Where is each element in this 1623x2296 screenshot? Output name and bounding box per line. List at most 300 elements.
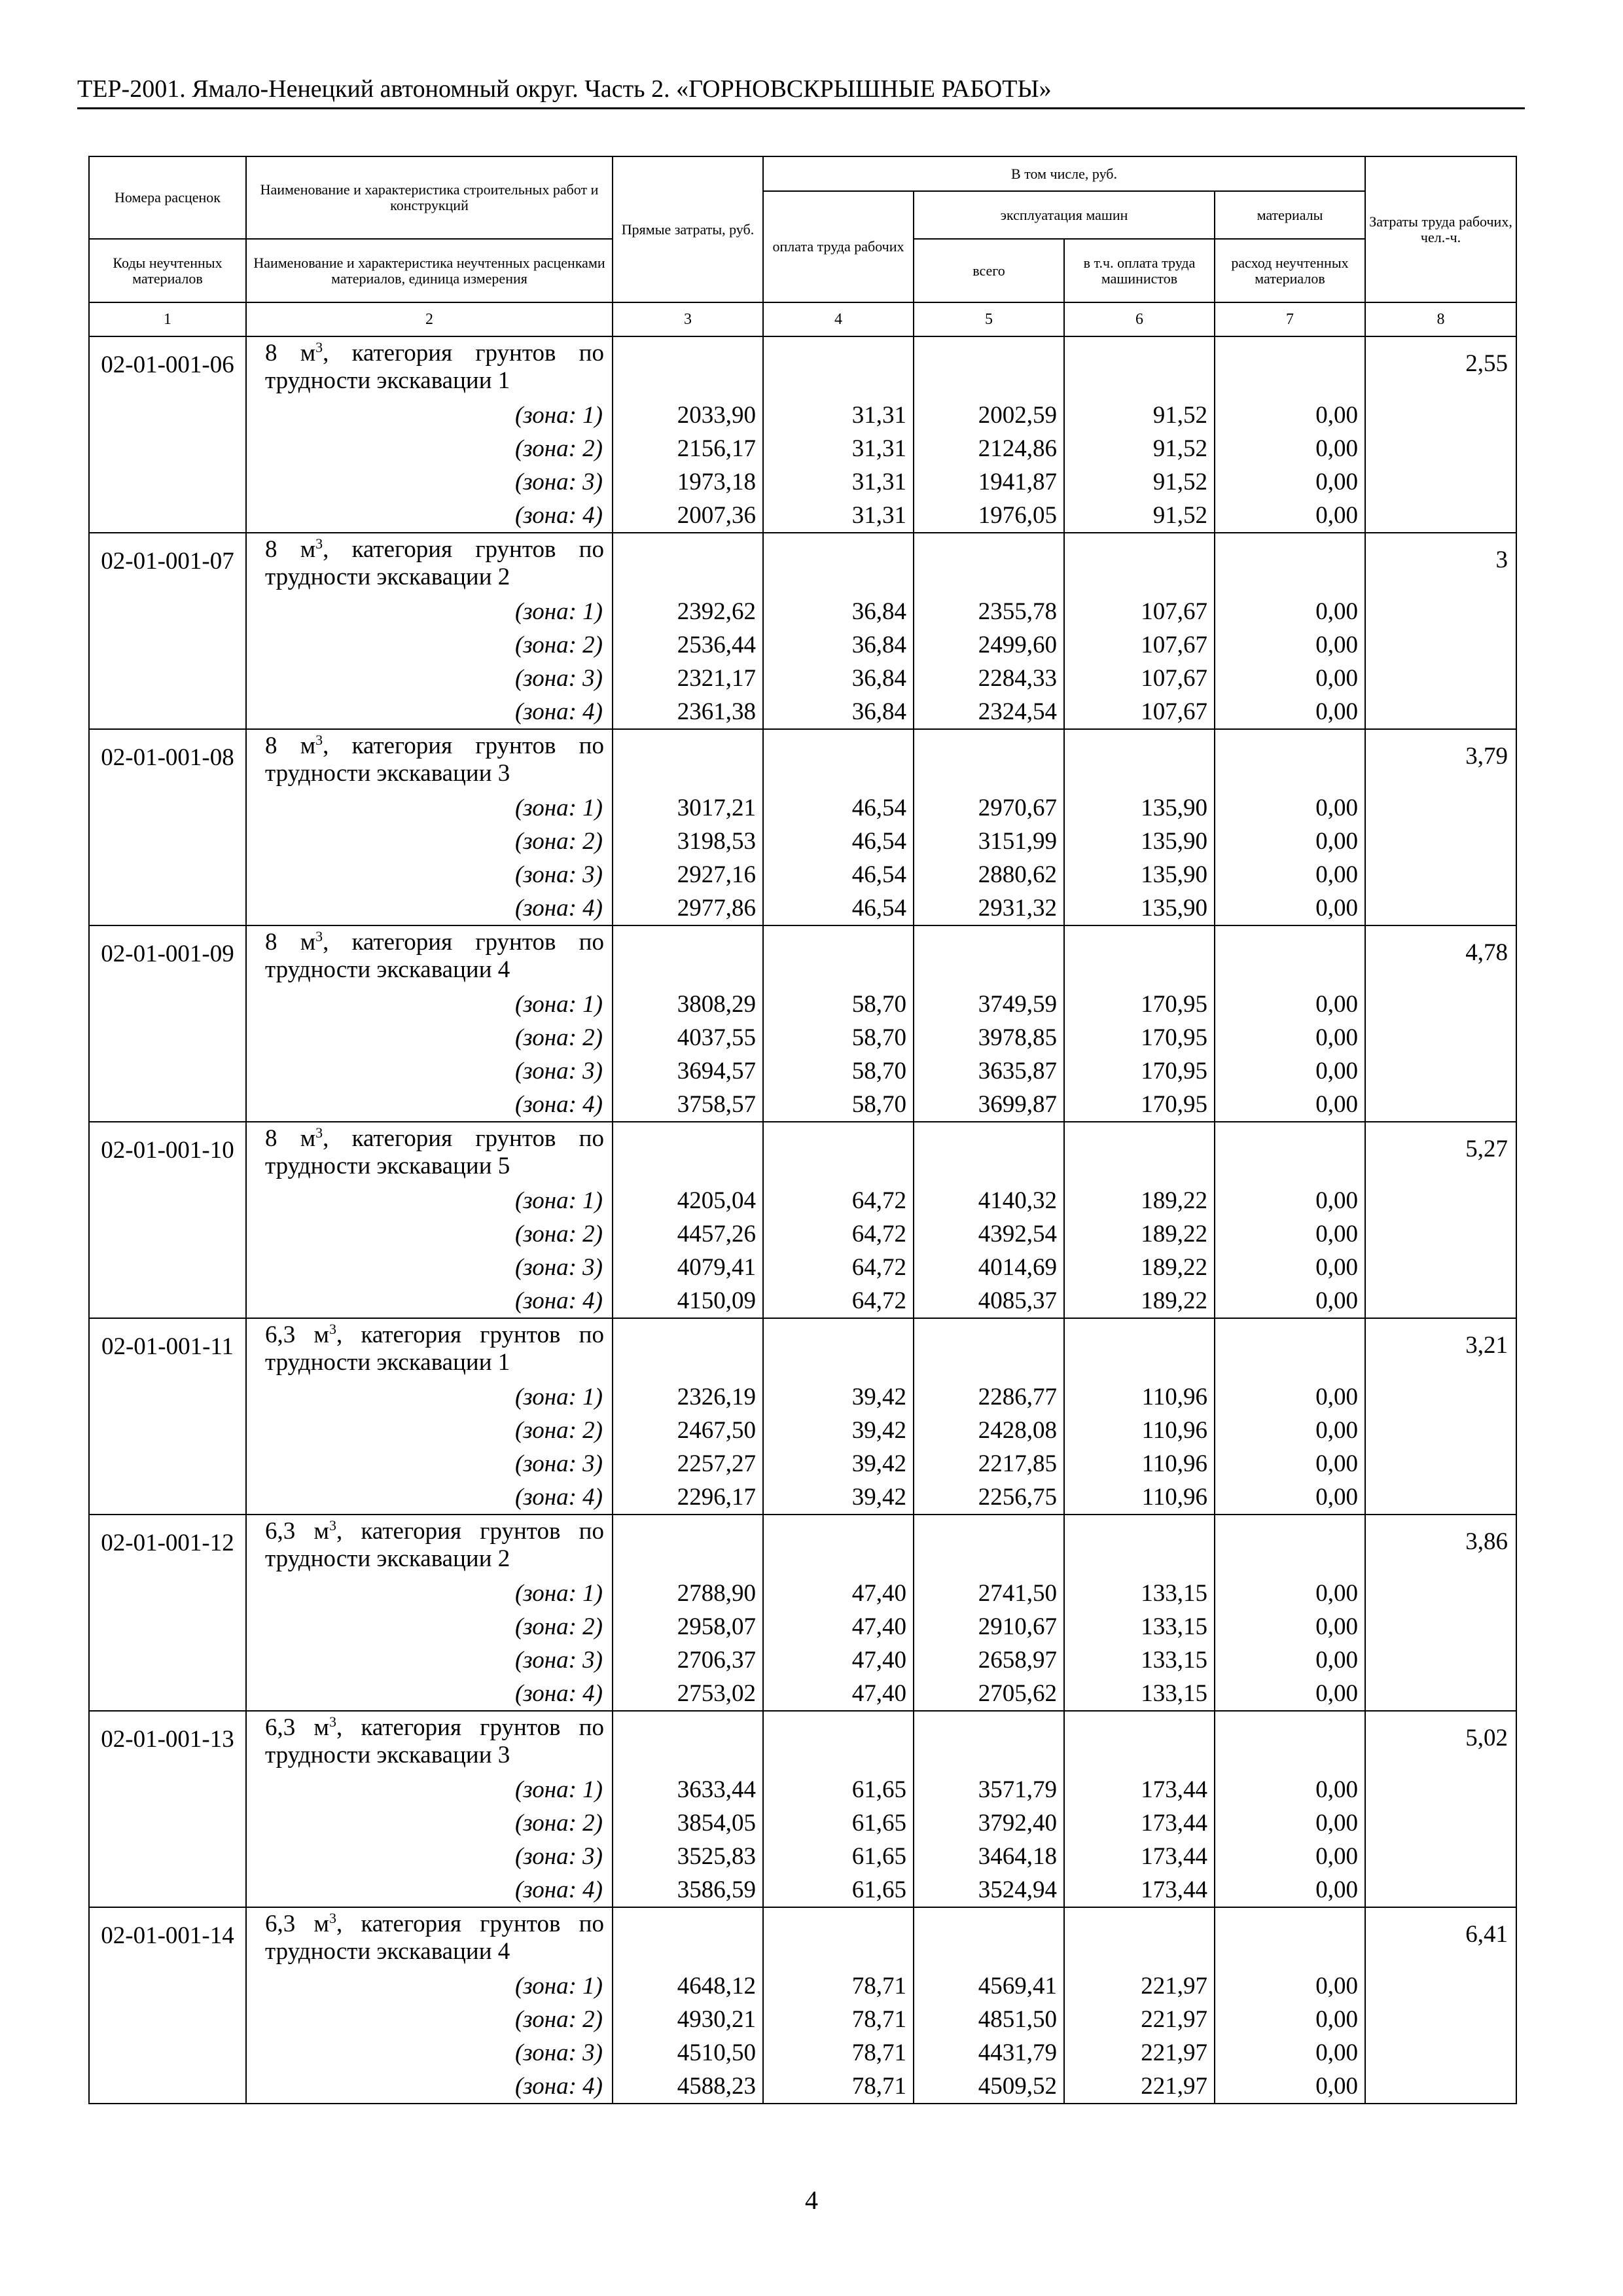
rate-description bbox=[246, 1515, 613, 1577]
zone-label: (зона: 4) bbox=[246, 499, 613, 533]
rate-header-row bbox=[89, 1515, 1516, 1577]
empty-cell bbox=[1365, 825, 1516, 858]
empty-cell bbox=[763, 1318, 914, 1380]
empty-cell bbox=[89, 891, 246, 925]
direct-costs-value: 4457,26 bbox=[613, 1217, 763, 1251]
wages-value: 46,54 bbox=[763, 858, 914, 891]
empty-cell bbox=[89, 1414, 246, 1447]
rate-header-row bbox=[89, 1907, 1516, 1969]
empty-cell bbox=[1365, 1773, 1516, 1806]
direct-costs-value: 3198,53 bbox=[613, 825, 763, 858]
empty-cell bbox=[1365, 2036, 1516, 2070]
rate-code: 02-01-001-14 bbox=[89, 1907, 246, 1969]
materials-value: 0,00 bbox=[1215, 1806, 1365, 1840]
empty-cell bbox=[1365, 891, 1516, 925]
zone-row bbox=[89, 1610, 1516, 1643]
machinist-wages-value: 107,67 bbox=[1064, 695, 1215, 729]
direct-costs-value: 3633,44 bbox=[613, 1773, 763, 1806]
empty-cell bbox=[89, 1969, 246, 2003]
empty-cell bbox=[613, 1711, 763, 1773]
machines-total-value: 3464,18 bbox=[914, 1840, 1064, 1873]
zone-row bbox=[89, 791, 1516, 825]
zone-row bbox=[89, 628, 1516, 662]
zone-row bbox=[89, 1284, 1516, 1318]
rate-code: 02-01-001-13 bbox=[89, 1711, 246, 1773]
zone-row bbox=[89, 1021, 1516, 1054]
wages-value: 78,71 bbox=[763, 2070, 914, 2104]
machinist-wages-value: 170,95 bbox=[1064, 1054, 1215, 1088]
direct-costs-value: 3758,57 bbox=[613, 1088, 763, 1122]
column-number: 6 bbox=[1064, 302, 1215, 336]
zone-row bbox=[89, 1773, 1516, 1806]
empty-cell bbox=[1365, 1969, 1516, 2003]
machinist-wages-value: 133,15 bbox=[1064, 1677, 1215, 1711]
empty-cell bbox=[914, 1318, 1064, 1380]
labor-cost-value: 2,55 bbox=[1365, 336, 1516, 399]
rate-code: 02-01-001-09 bbox=[89, 925, 246, 988]
direct-costs-value: 2156,17 bbox=[613, 432, 763, 465]
materials-value: 0,00 bbox=[1215, 1677, 1365, 1711]
rate-description-text: , категория грунтов по трудности экскавации 5 bbox=[265, 1125, 604, 1179]
empty-cell bbox=[1365, 662, 1516, 695]
empty-cell bbox=[1365, 1184, 1516, 1217]
zone-label: (зона: 1) bbox=[246, 1969, 613, 2003]
empty-cell bbox=[1365, 1806, 1516, 1840]
zone-label: (зона: 1) bbox=[246, 595, 613, 628]
empty-cell bbox=[1365, 595, 1516, 628]
empty-cell bbox=[1365, 791, 1516, 825]
machinist-wages-value: 221,97 bbox=[1064, 2003, 1215, 2036]
empty-cell bbox=[1365, 1251, 1516, 1284]
zone-label: (зона: 2) bbox=[246, 628, 613, 662]
empty-cell bbox=[89, 1217, 246, 1251]
header-material-consumption: расход неучтенных материалов bbox=[1215, 239, 1365, 302]
rate-header-row bbox=[89, 1122, 1516, 1184]
zone-label: (зона: 4) bbox=[246, 1480, 613, 1515]
machinist-wages-value: 91,52 bbox=[1064, 399, 1215, 432]
empty-cell bbox=[1365, 1414, 1516, 1447]
empty-cell bbox=[1365, 1380, 1516, 1414]
materials-value: 0,00 bbox=[1215, 858, 1365, 891]
zone-row bbox=[89, 988, 1516, 1021]
zone-label: (зона: 4) bbox=[246, 2070, 613, 2104]
empty-cell bbox=[763, 925, 914, 988]
zone-row bbox=[89, 595, 1516, 628]
empty-cell bbox=[89, 1088, 246, 1122]
column-number: 3 bbox=[613, 302, 763, 336]
empty-cell bbox=[1365, 1840, 1516, 1873]
direct-costs-value: 3017,21 bbox=[613, 791, 763, 825]
machinist-wages-value: 110,96 bbox=[1064, 1414, 1215, 1447]
rate-volume-exponent: 3 bbox=[315, 535, 323, 552]
rates-table bbox=[88, 156, 1517, 2104]
empty-cell bbox=[89, 1806, 246, 1840]
rate-volume: 6,3 м bbox=[265, 1321, 329, 1348]
empty-cell bbox=[89, 2070, 246, 2104]
machinist-wages-value: 189,22 bbox=[1064, 1184, 1215, 1217]
machinist-wages-value: 221,97 bbox=[1064, 1969, 1215, 2003]
empty-cell bbox=[1365, 399, 1516, 432]
machines-total-value: 2256,75 bbox=[914, 1480, 1064, 1515]
machines-total-value: 3978,85 bbox=[914, 1021, 1064, 1054]
materials-value: 0,00 bbox=[1215, 1021, 1365, 1054]
empty-cell bbox=[763, 729, 914, 791]
empty-cell bbox=[89, 1251, 246, 1284]
empty-cell bbox=[1365, 858, 1516, 891]
empty-cell bbox=[1365, 2003, 1516, 2036]
zone-row bbox=[89, 858, 1516, 891]
column-number: 8 bbox=[1365, 302, 1516, 336]
zone-label: (зона: 3) bbox=[246, 1447, 613, 1480]
rate-description bbox=[246, 925, 613, 988]
machinist-wages-value: 107,67 bbox=[1064, 628, 1215, 662]
direct-costs-value: 2321,17 bbox=[613, 662, 763, 695]
zone-label: (зона: 2) bbox=[246, 1217, 613, 1251]
wages-value: 64,72 bbox=[763, 1251, 914, 1284]
wages-value: 31,31 bbox=[763, 399, 914, 432]
rate-description bbox=[246, 533, 613, 595]
direct-costs-value: 2927,16 bbox=[613, 858, 763, 891]
rates-table-container bbox=[88, 156, 1516, 2102]
zone-label: (зона: 2) bbox=[246, 1806, 613, 1840]
zone-row bbox=[89, 2036, 1516, 2070]
empty-cell bbox=[89, 1577, 246, 1610]
machines-total-value: 2284,33 bbox=[914, 662, 1064, 695]
rate-description-text: , категория грунтов по трудности экскавации 3 bbox=[265, 1714, 604, 1768]
materials-value: 0,00 bbox=[1215, 1840, 1365, 1873]
empty-cell bbox=[89, 499, 246, 533]
empty-cell bbox=[1215, 1122, 1365, 1184]
empty-cell bbox=[1365, 432, 1516, 465]
wages-value: 39,42 bbox=[763, 1447, 914, 1480]
empty-cell bbox=[763, 1515, 914, 1577]
empty-cell bbox=[914, 1907, 1064, 1969]
header-divider bbox=[77, 107, 1525, 109]
wages-value: 58,70 bbox=[763, 1054, 914, 1088]
direct-costs-value: 3854,05 bbox=[613, 1806, 763, 1840]
rate-header-row bbox=[89, 1711, 1516, 1773]
direct-costs-value: 4510,50 bbox=[613, 2036, 763, 2070]
wages-value: 46,54 bbox=[763, 791, 914, 825]
column-number: 4 bbox=[763, 302, 914, 336]
rate-header-row bbox=[89, 729, 1516, 791]
empty-cell bbox=[1365, 1577, 1516, 1610]
zone-label: (зона: 4) bbox=[246, 1284, 613, 1318]
machinist-wages-value: 135,90 bbox=[1064, 791, 1215, 825]
empty-cell bbox=[914, 336, 1064, 399]
direct-costs-value: 1973,18 bbox=[613, 465, 763, 499]
materials-value: 0,00 bbox=[1215, 825, 1365, 858]
wages-value: 36,84 bbox=[763, 595, 914, 628]
materials-value: 0,00 bbox=[1215, 1251, 1365, 1284]
rate-header-row bbox=[89, 925, 1516, 988]
machines-total-value: 2355,78 bbox=[914, 595, 1064, 628]
zone-row bbox=[89, 1643, 1516, 1677]
empty-cell bbox=[89, 1054, 246, 1088]
machinist-wages-value: 170,95 bbox=[1064, 988, 1215, 1021]
rate-description-text: , категория грунтов по трудности экскавации 1 bbox=[265, 340, 604, 394]
rate-volume: 8 м bbox=[265, 536, 316, 563]
rate-volume: 6,3 м bbox=[265, 1714, 329, 1741]
zone-label: (зона: 3) bbox=[246, 1054, 613, 1088]
rate-volume: 8 м bbox=[265, 732, 316, 759]
header-rate-numbers: Номера расценок bbox=[89, 156, 246, 239]
wages-value: 46,54 bbox=[763, 891, 914, 925]
empty-cell bbox=[1365, 1088, 1516, 1122]
zone-row bbox=[89, 695, 1516, 729]
materials-value: 0,00 bbox=[1215, 1873, 1365, 1907]
rate-description-text: , категория грунтов по трудности экскавации 4 bbox=[265, 1910, 604, 1965]
zone-label: (зона: 4) bbox=[246, 695, 613, 729]
materials-value: 0,00 bbox=[1215, 1088, 1365, 1122]
rate-volume: 8 м bbox=[265, 1125, 316, 1152]
machines-total-value: 4569,41 bbox=[914, 1969, 1064, 2003]
zone-row bbox=[89, 1480, 1516, 1515]
rate-header-row bbox=[89, 336, 1516, 399]
rate-volume: 6,3 м bbox=[265, 1518, 329, 1545]
empty-cell bbox=[89, 1184, 246, 1217]
empty-cell bbox=[763, 1122, 914, 1184]
zone-label: (зона: 2) bbox=[246, 1021, 613, 1054]
zone-label: (зона: 1) bbox=[246, 1577, 613, 1610]
zone-label: (зона: 3) bbox=[246, 1251, 613, 1284]
machines-total-value: 1976,05 bbox=[914, 499, 1064, 533]
direct-costs-value: 2977,86 bbox=[613, 891, 763, 925]
empty-cell bbox=[1365, 695, 1516, 729]
rate-group bbox=[89, 925, 1516, 1122]
machinist-wages-value: 170,95 bbox=[1064, 1021, 1215, 1054]
zone-row bbox=[89, 1414, 1516, 1447]
labor-cost-value: 5,27 bbox=[1365, 1122, 1516, 1184]
header-including-group: В том числе, руб. bbox=[763, 156, 1365, 191]
rate-description bbox=[246, 1907, 613, 1969]
rate-description bbox=[246, 729, 613, 791]
machines-total-value: 2286,77 bbox=[914, 1380, 1064, 1414]
rate-group bbox=[89, 336, 1516, 533]
empty-cell bbox=[1365, 1480, 1516, 1515]
empty-cell bbox=[914, 533, 1064, 595]
wages-value: 36,84 bbox=[763, 662, 914, 695]
empty-cell bbox=[1365, 499, 1516, 533]
rate-group bbox=[89, 1318, 1516, 1515]
empty-cell bbox=[1064, 336, 1215, 399]
wages-value: 58,70 bbox=[763, 988, 914, 1021]
machinist-wages-value: 91,52 bbox=[1064, 432, 1215, 465]
direct-costs-value: 2326,19 bbox=[613, 1380, 763, 1414]
direct-costs-value: 2007,36 bbox=[613, 499, 763, 533]
wages-value: 64,72 bbox=[763, 1217, 914, 1251]
machinist-wages-value: 91,52 bbox=[1064, 499, 1215, 533]
empty-cell bbox=[1064, 925, 1215, 988]
zone-label: (зона: 2) bbox=[246, 1610, 613, 1643]
machinist-wages-value: 110,96 bbox=[1064, 1380, 1215, 1414]
machinist-wages-value: 173,44 bbox=[1064, 1840, 1215, 1873]
wages-value: 47,40 bbox=[763, 1677, 914, 1711]
rate-description-text: , категория грунтов по трудности экскавации 3 bbox=[265, 732, 604, 787]
empty-cell bbox=[1365, 2070, 1516, 2104]
rate-group bbox=[89, 1122, 1516, 1318]
direct-costs-value: 4037,55 bbox=[613, 1021, 763, 1054]
machines-total-value: 3571,79 bbox=[914, 1773, 1064, 1806]
materials-value: 0,00 bbox=[1215, 2003, 1365, 2036]
materials-value: 0,00 bbox=[1215, 1480, 1365, 1515]
empty-cell bbox=[613, 1515, 763, 1577]
page-number: 4 bbox=[805, 2185, 818, 2215]
header-materials: материалы bbox=[1215, 191, 1365, 239]
empty-cell bbox=[914, 1711, 1064, 1773]
zone-row bbox=[89, 1840, 1516, 1873]
empty-cell bbox=[89, 1840, 246, 1873]
rate-description-text: , категория грунтов по трудности экскавации 1 bbox=[265, 1321, 604, 1376]
empty-cell bbox=[763, 1907, 914, 1969]
rate-code: 02-01-001-11 bbox=[89, 1318, 246, 1380]
materials-value: 0,00 bbox=[1215, 1054, 1365, 1088]
materials-value: 0,00 bbox=[1215, 988, 1365, 1021]
header-labor-costs: Затраты труда рабочих, чел.-ч. bbox=[1365, 156, 1516, 302]
zone-row bbox=[89, 1380, 1516, 1414]
header-direct-costs: Прямые затраты, руб. bbox=[613, 156, 763, 302]
labor-cost-value: 3,86 bbox=[1365, 1515, 1516, 1577]
empty-cell bbox=[763, 1711, 914, 1773]
direct-costs-value: 3525,83 bbox=[613, 1840, 763, 1873]
wages-value: 58,70 bbox=[763, 1021, 914, 1054]
zone-row bbox=[89, 432, 1516, 465]
wages-value: 61,65 bbox=[763, 1806, 914, 1840]
wages-value: 61,65 bbox=[763, 1840, 914, 1873]
empty-cell bbox=[89, 1284, 246, 1318]
materials-value: 0,00 bbox=[1215, 791, 1365, 825]
labor-cost-value: 5,02 bbox=[1365, 1711, 1516, 1773]
direct-costs-value: 4150,09 bbox=[613, 1284, 763, 1318]
zone-label: (зона: 1) bbox=[246, 399, 613, 432]
empty-cell bbox=[1215, 729, 1365, 791]
column-number-row bbox=[89, 302, 1516, 336]
empty-cell bbox=[613, 729, 763, 791]
machines-total-value: 3749,59 bbox=[914, 988, 1064, 1021]
rate-code: 02-01-001-06 bbox=[89, 336, 246, 399]
zone-label: (зона: 3) bbox=[246, 2036, 613, 2070]
direct-costs-value: 2536,44 bbox=[613, 628, 763, 662]
wages-value: 39,42 bbox=[763, 1480, 914, 1515]
machines-total-value: 2970,67 bbox=[914, 791, 1064, 825]
empty-cell bbox=[1365, 1610, 1516, 1643]
empty-cell bbox=[1064, 1711, 1215, 1773]
empty-cell bbox=[89, 988, 246, 1021]
rate-volume-exponent: 3 bbox=[315, 338, 323, 355]
direct-costs-value: 2361,38 bbox=[613, 695, 763, 729]
zone-label: (зона: 2) bbox=[246, 432, 613, 465]
empty-cell bbox=[89, 1773, 246, 1806]
direct-costs-value: 4648,12 bbox=[613, 1969, 763, 2003]
machines-total-value: 3635,87 bbox=[914, 1054, 1064, 1088]
machines-total-value: 2499,60 bbox=[914, 628, 1064, 662]
direct-costs-value: 2033,90 bbox=[613, 399, 763, 432]
rate-group bbox=[89, 1515, 1516, 1711]
machines-total-value: 4392,54 bbox=[914, 1217, 1064, 1251]
wages-value: 61,65 bbox=[763, 1773, 914, 1806]
direct-costs-value: 2958,07 bbox=[613, 1610, 763, 1643]
materials-value: 0,00 bbox=[1215, 465, 1365, 499]
table-header bbox=[89, 156, 1516, 336]
machinist-wages-value: 133,15 bbox=[1064, 1610, 1215, 1643]
materials-value: 0,00 bbox=[1215, 1284, 1365, 1318]
empty-cell bbox=[89, 1873, 246, 1907]
empty-cell bbox=[1215, 925, 1365, 988]
zone-row bbox=[89, 1873, 1516, 1907]
zone-label: (зона: 3) bbox=[246, 858, 613, 891]
zone-row bbox=[89, 2070, 1516, 2104]
zone-label: (зона: 4) bbox=[246, 1677, 613, 1711]
zone-label: (зона: 2) bbox=[246, 825, 613, 858]
materials-value: 0,00 bbox=[1215, 1447, 1365, 1480]
wages-value: 78,71 bbox=[763, 2003, 914, 2036]
zone-row bbox=[89, 1054, 1516, 1088]
materials-value: 0,00 bbox=[1215, 1643, 1365, 1677]
empty-cell bbox=[1365, 1217, 1516, 1251]
machinist-wages-value: 133,15 bbox=[1064, 1643, 1215, 1677]
direct-costs-value: 4930,21 bbox=[613, 2003, 763, 2036]
materials-value: 0,00 bbox=[1215, 1610, 1365, 1643]
rate-description bbox=[246, 1318, 613, 1380]
direct-costs-value: 2257,27 bbox=[613, 1447, 763, 1480]
empty-cell bbox=[89, 465, 246, 499]
rate-group bbox=[89, 729, 1516, 925]
zone-label: (зона: 2) bbox=[246, 2003, 613, 2036]
rate-volume-exponent: 3 bbox=[329, 1320, 336, 1337]
zone-label: (зона: 4) bbox=[246, 1088, 613, 1122]
rate-volume-exponent: 3 bbox=[315, 927, 323, 944]
machines-total-value: 2910,67 bbox=[914, 1610, 1064, 1643]
empty-cell bbox=[89, 432, 246, 465]
machines-total-value: 4140,32 bbox=[914, 1184, 1064, 1217]
empty-cell bbox=[613, 336, 763, 399]
wages-value: 31,31 bbox=[763, 499, 914, 533]
machinist-wages-value: 107,67 bbox=[1064, 662, 1215, 695]
direct-costs-value: 4079,41 bbox=[613, 1251, 763, 1284]
materials-value: 0,00 bbox=[1215, 1184, 1365, 1217]
empty-cell bbox=[89, 628, 246, 662]
column-number: 7 bbox=[1215, 302, 1365, 336]
machines-total-value: 3151,99 bbox=[914, 825, 1064, 858]
machines-total-value: 2741,50 bbox=[914, 1577, 1064, 1610]
rate-header-row bbox=[89, 1318, 1516, 1380]
empty-cell bbox=[89, 1447, 246, 1480]
materials-value: 0,00 bbox=[1215, 399, 1365, 432]
materials-value: 0,00 bbox=[1215, 1969, 1365, 2003]
machinist-wages-value: 110,96 bbox=[1064, 1447, 1215, 1480]
materials-value: 0,00 bbox=[1215, 628, 1365, 662]
rate-group bbox=[89, 533, 1516, 729]
empty-cell bbox=[89, 595, 246, 628]
empty-cell bbox=[1215, 336, 1365, 399]
rate-description bbox=[246, 1711, 613, 1773]
empty-cell bbox=[613, 1122, 763, 1184]
empty-cell bbox=[89, 1480, 246, 1515]
wages-value: 64,72 bbox=[763, 1284, 914, 1318]
empty-cell bbox=[1365, 1643, 1516, 1677]
zone-label: (зона: 1) bbox=[246, 791, 613, 825]
zone-row bbox=[89, 2003, 1516, 2036]
wages-value: 36,84 bbox=[763, 628, 914, 662]
empty-cell bbox=[1215, 533, 1365, 595]
wages-value: 39,42 bbox=[763, 1380, 914, 1414]
column-number: 5 bbox=[914, 302, 1064, 336]
machinist-wages-value: 173,44 bbox=[1064, 1873, 1215, 1907]
zone-row bbox=[89, 662, 1516, 695]
header-work-name: Наименование и характеристика строительных работ и конструкций bbox=[246, 156, 613, 239]
machines-total-value: 2880,62 bbox=[914, 858, 1064, 891]
machines-total-value: 1941,87 bbox=[914, 465, 1064, 499]
